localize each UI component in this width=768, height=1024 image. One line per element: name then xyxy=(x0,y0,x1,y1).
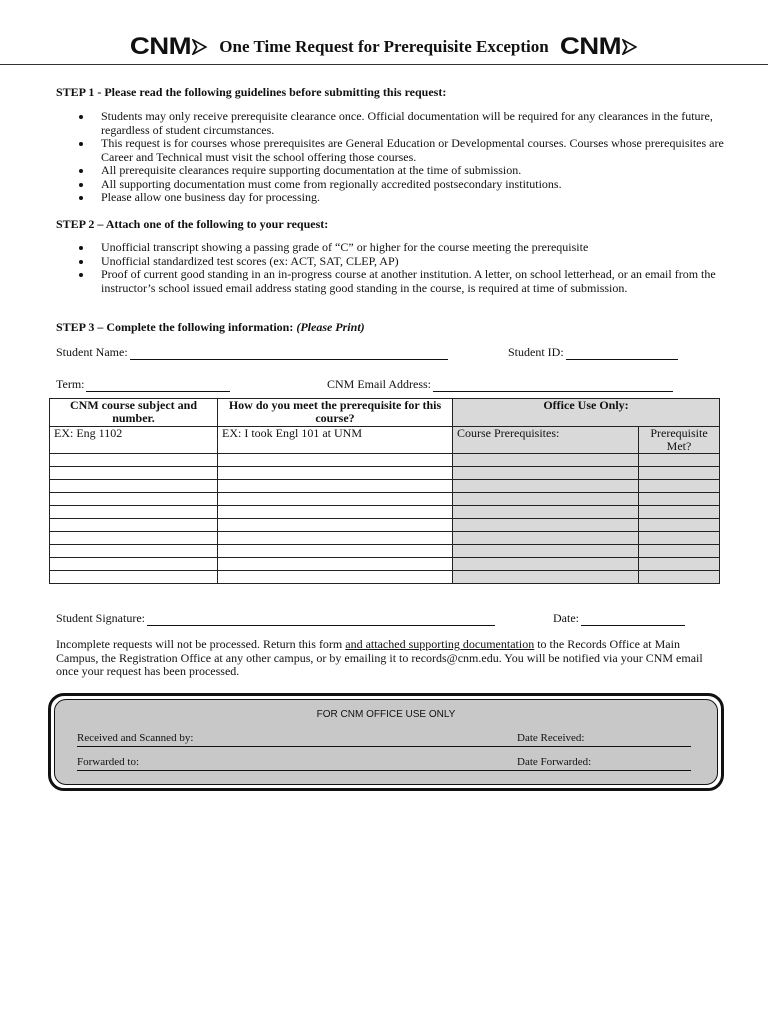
course-cell[interactable] xyxy=(50,519,218,532)
col-how-header: How do you meet the prerequisite for this course? xyxy=(218,399,453,427)
office-cell xyxy=(453,467,639,480)
form-header xyxy=(0,30,768,65)
example-course: EX: Eng 1102 xyxy=(50,427,218,454)
term-label: Term: xyxy=(56,377,85,391)
cnm-logo-right xyxy=(560,33,638,61)
office-cell xyxy=(639,506,720,519)
list-item: Students may only receive prerequisite clearance once. Official documentation will be required for any clearances in the future, regardless of student circumstances. xyxy=(101,110,751,137)
office-cell xyxy=(453,532,639,545)
signature-line[interactable] xyxy=(147,613,495,626)
office-cell xyxy=(639,467,720,480)
received-by-line xyxy=(77,732,517,747)
office-cell xyxy=(639,532,720,545)
list-item: Please allow one business day for processing. xyxy=(101,191,751,205)
how-cell[interactable] xyxy=(218,480,453,493)
office-cell xyxy=(639,571,720,584)
office-cell xyxy=(453,506,639,519)
student-name-line[interactable] xyxy=(130,347,448,360)
course-cell[interactable] xyxy=(50,558,218,571)
office-cell xyxy=(639,519,720,532)
student-id-line[interactable] xyxy=(566,347,678,360)
step1-list xyxy=(56,110,751,205)
table-row[interactable] xyxy=(50,506,720,519)
date-forwarded-line xyxy=(517,756,691,771)
course-cell[interactable] xyxy=(50,493,218,506)
how-cell[interactable] xyxy=(218,571,453,584)
date-received-line xyxy=(517,732,691,747)
prereq-met-label: Prerequisite Met? xyxy=(639,427,720,454)
course-cell[interactable] xyxy=(50,454,218,467)
date-label: Date: xyxy=(553,611,579,625)
date-line[interactable] xyxy=(581,613,685,626)
office-cell xyxy=(453,545,639,558)
list-item: All prerequisite clearances require supporting documentation at the time of submission. xyxy=(101,164,751,178)
how-cell[interactable] xyxy=(218,454,453,467)
list-item: All supporting documentation must come from regionally accredited postsecondary institutions. xyxy=(101,178,751,192)
how-cell[interactable] xyxy=(218,506,453,519)
received-by-label: Received and Scanned by: xyxy=(77,732,194,744)
submission-notice xyxy=(56,638,716,679)
form-title: One Time Request for Prerequisite Exception xyxy=(219,37,549,56)
email-field[interactable] xyxy=(327,377,673,392)
office-cell xyxy=(639,545,720,558)
signature-label: Student Signature: xyxy=(56,611,145,625)
date-field[interactable] xyxy=(553,611,685,626)
course-cell[interactable] xyxy=(50,467,218,480)
how-cell[interactable] xyxy=(218,545,453,558)
office-cell xyxy=(453,571,639,584)
step1-heading: STEP 1 - Please read the following guidelines before submitting this request: xyxy=(56,85,447,99)
course-cell[interactable] xyxy=(50,480,218,493)
how-cell[interactable] xyxy=(218,493,453,506)
office-cell xyxy=(453,454,639,467)
office-cell xyxy=(639,558,720,571)
office-cell xyxy=(453,519,639,532)
email-line[interactable] xyxy=(433,379,673,392)
step2-list xyxy=(56,241,751,295)
student-name-label: Student Name: xyxy=(56,345,128,359)
student-name-field[interactable] xyxy=(56,345,448,360)
table-row[interactable] xyxy=(50,467,720,480)
course-cell[interactable] xyxy=(50,571,218,584)
date-received-label: Date Received: xyxy=(517,732,585,744)
example-how: EX: I took Engl 101 at UNM xyxy=(218,427,453,454)
list-item: Unofficial standardized test scores (ex: ACT, SAT, CLEP, AP) xyxy=(101,255,751,269)
notice-underlined: and attached supporting documentation xyxy=(345,637,535,651)
date-forwarded-label: Date Forwarded: xyxy=(517,756,592,768)
list-item: Unofficial transcript showing a passing grade of “C” or higher for the course meeting the prerequisite xyxy=(101,241,751,255)
table-row[interactable] xyxy=(50,545,720,558)
step2-heading: STEP 2 – Attach one of the following to your request: xyxy=(56,217,329,231)
table-row[interactable] xyxy=(50,532,720,545)
table-row[interactable] xyxy=(50,493,720,506)
notice-part2: to the Records Office at Main Campus, the Registration Office at any other campus, or by emailing it to records@cnm.edu. You will be notified via your CNM email once your request has been processed. xyxy=(56,637,703,678)
office-use-header: Office Use Only: xyxy=(453,399,720,427)
course-request-table xyxy=(49,398,720,584)
how-cell[interactable] xyxy=(218,467,453,480)
email-label: CNM Email Address: xyxy=(327,377,431,391)
student-id-label: Student ID: xyxy=(508,345,564,359)
table-row[interactable] xyxy=(50,480,720,493)
course-cell[interactable] xyxy=(50,532,218,545)
col-course-header: CNM course subject and number. xyxy=(50,399,218,427)
signature-field[interactable] xyxy=(56,611,495,626)
office-cell xyxy=(453,558,639,571)
office-cell xyxy=(453,480,639,493)
forwarded-to-line xyxy=(77,756,517,771)
table-row[interactable] xyxy=(50,558,720,571)
how-cell[interactable] xyxy=(218,558,453,571)
cnm-logo-left xyxy=(130,33,208,61)
step3-heading-note: (Please Print) xyxy=(296,320,365,334)
office-cell xyxy=(453,493,639,506)
table-row[interactable] xyxy=(50,519,720,532)
how-cell[interactable] xyxy=(218,532,453,545)
term-line[interactable] xyxy=(86,379,230,392)
logo-text: CNM xyxy=(559,33,621,60)
logo-arrow-icon xyxy=(192,39,208,55)
course-prereqs-label: Course Prerequisites: xyxy=(453,427,639,454)
step3-heading xyxy=(56,320,365,335)
table-row[interactable] xyxy=(50,571,720,584)
term-field[interactable] xyxy=(56,377,230,392)
step3-heading-text: STEP 3 – Complete the following information: xyxy=(56,320,294,334)
list-item: Proof of current good standing in an in-progress course at another institution. A letter, on school letterhead, or an email from the instructor’s school issued email address stating good standing in the course, is required at time of submission. xyxy=(101,268,751,295)
list-item: This request is for courses whose prerequisites are General Education or Developmental courses. Courses whose prerequisites are Career and Technical must visit the school offering those courses. xyxy=(101,137,751,164)
notice-part1: Incomplete requests will not be processed. Return this form xyxy=(56,637,346,651)
student-id-field[interactable] xyxy=(508,345,678,360)
logo-arrow-icon xyxy=(622,39,638,55)
office-cell xyxy=(639,480,720,493)
office-use-box xyxy=(48,693,724,791)
course-cell[interactable] xyxy=(50,545,218,558)
office-use-inner xyxy=(54,699,718,785)
logo-text: CNM xyxy=(130,33,192,60)
office-cell xyxy=(639,454,720,467)
table-row[interactable] xyxy=(50,454,720,467)
course-cell[interactable] xyxy=(50,506,218,519)
forwarded-to-label: Forwarded to: xyxy=(77,756,140,768)
office-use-title: FOR CNM OFFICE USE ONLY xyxy=(316,709,456,720)
office-cell xyxy=(639,493,720,506)
how-cell[interactable] xyxy=(218,519,453,532)
